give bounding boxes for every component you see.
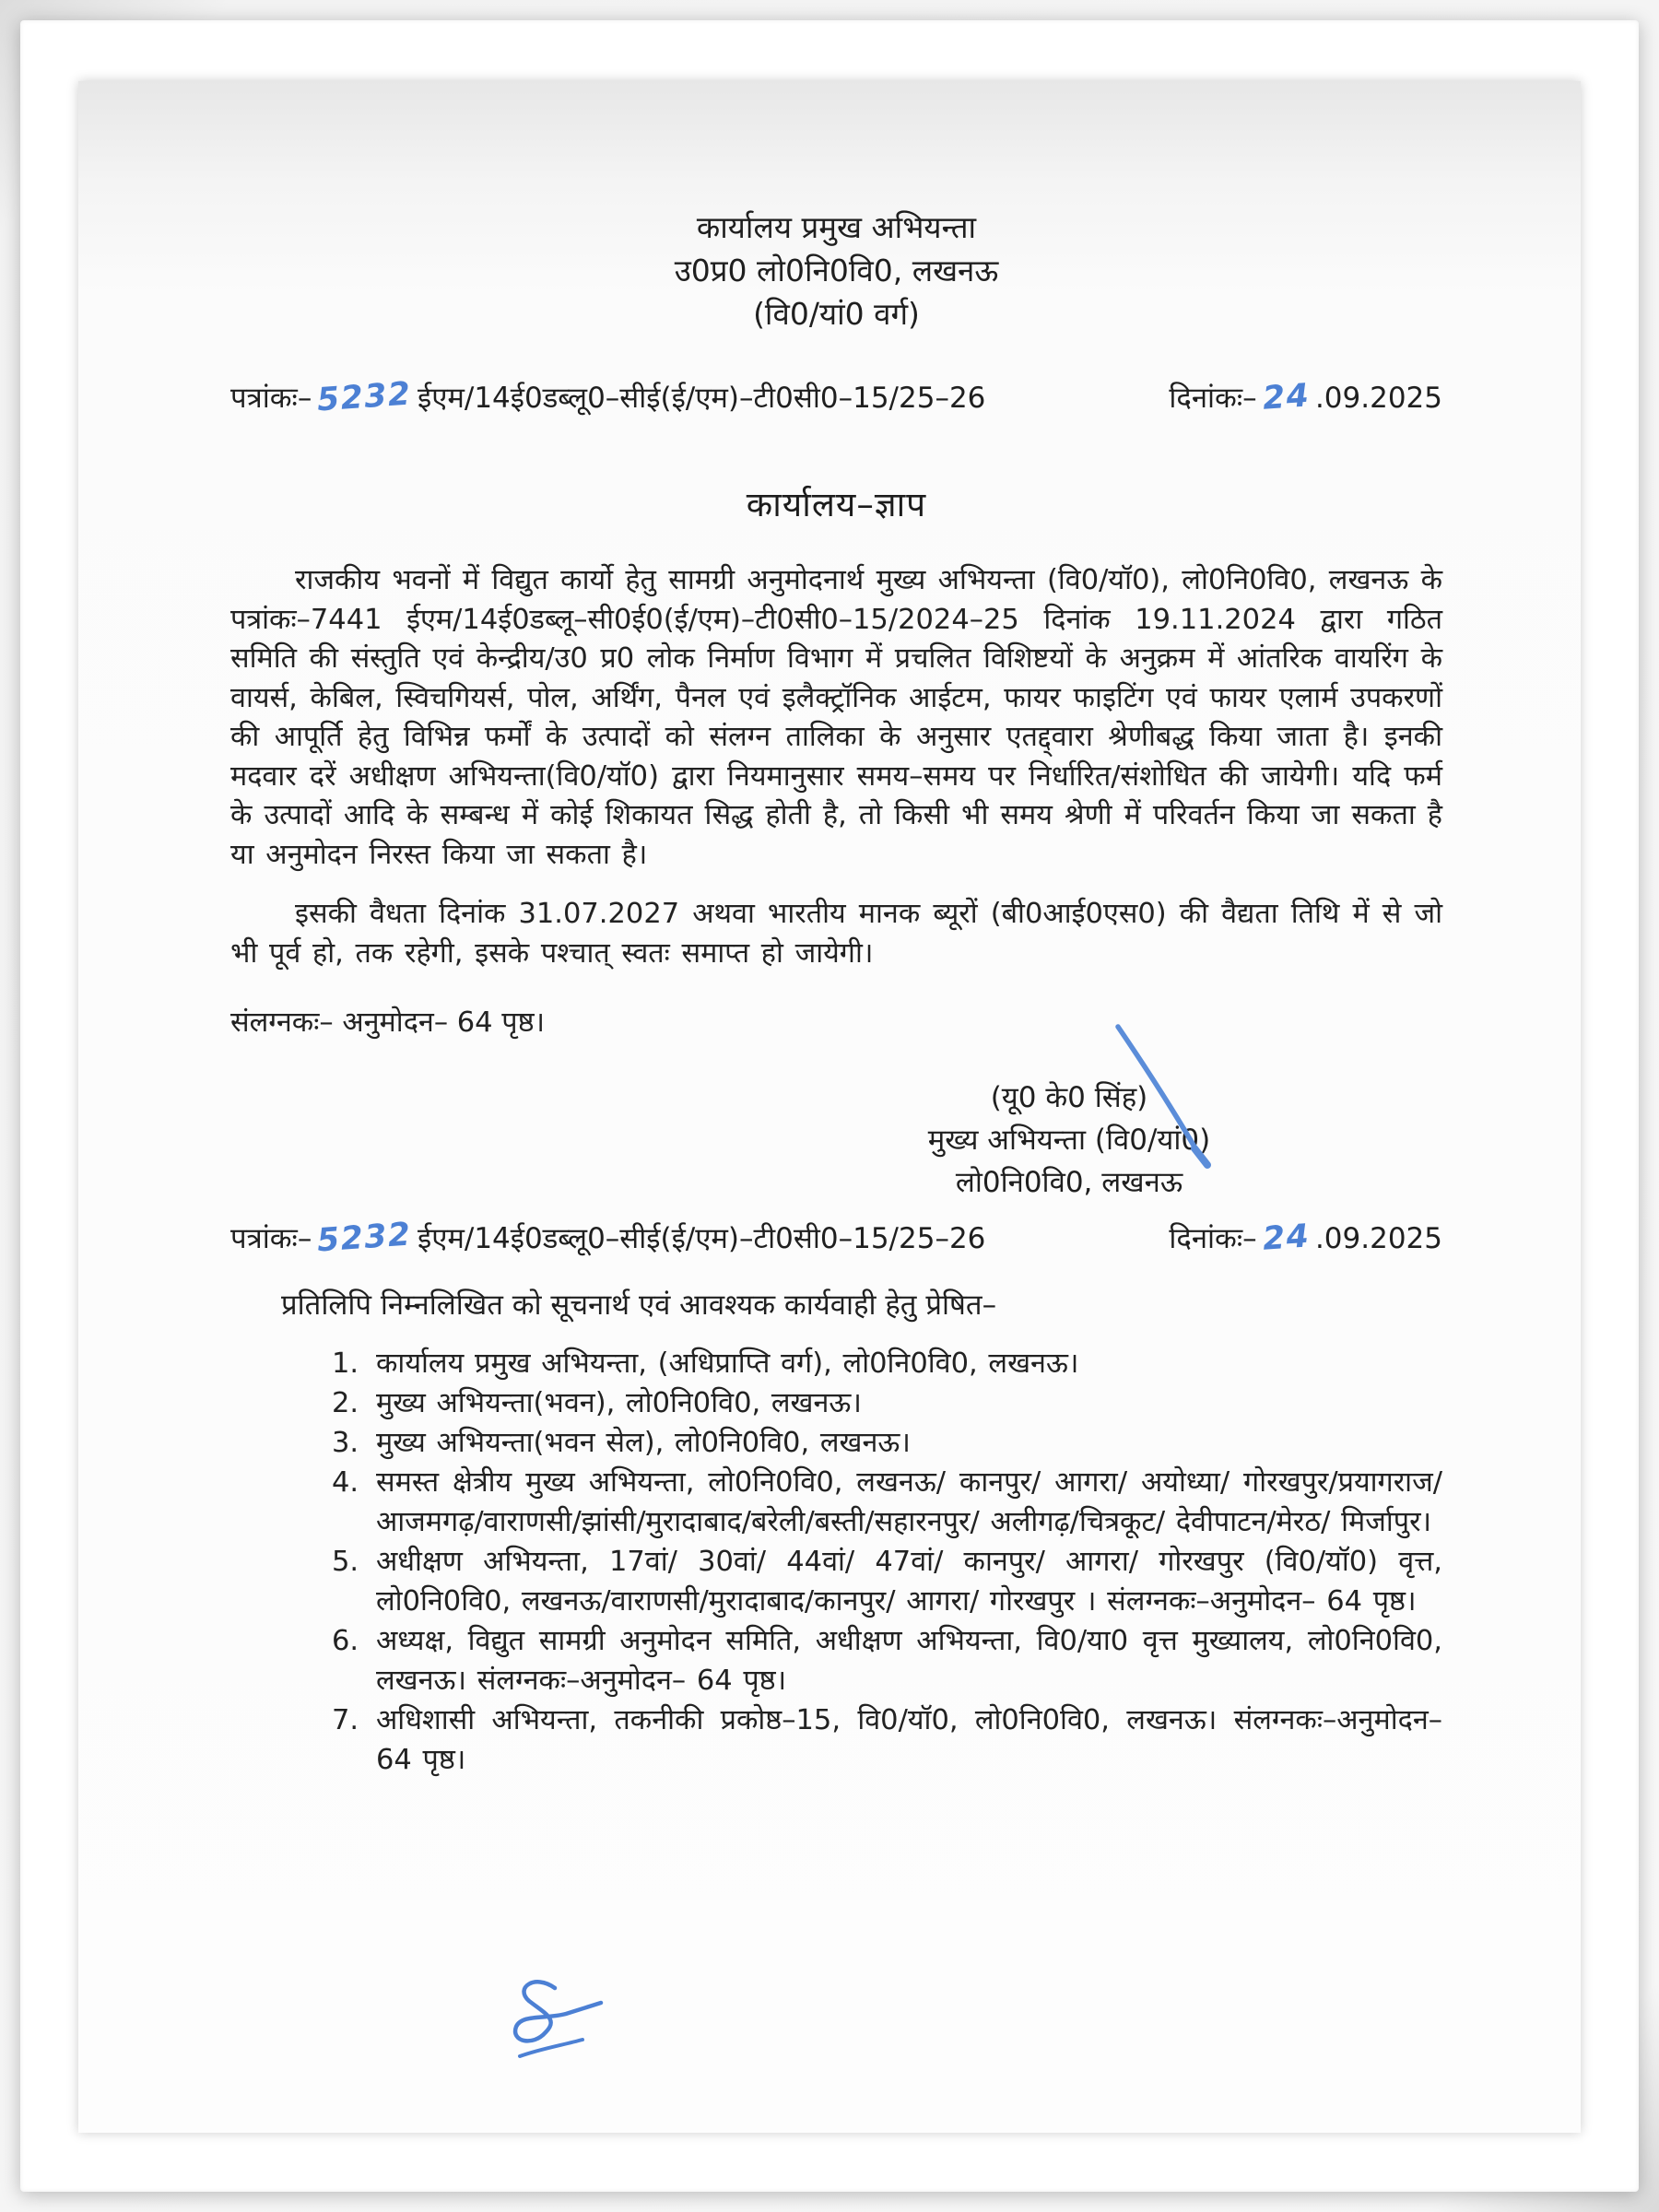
list-item-text: अधिशासी अभियन्ता, तकनीकी प्रकोष्ठ–15, वि0/यॉ0, लो0नि0वि0, लखनऊ। संलग्नकः–अनुमोदन– 64 पृष्ठ। [376,1704,1442,1776]
list-item-text: अध्यक्ष, विद्युत सामग्री अनुमोदन समिति, अधीक्षण अभियन्ता, वि0/या0 वृत्त मुख्यालय, लो0नि0वि0, लखनऊ। संलग्नकः–अनुमोदन– 64 पृष्ठ। [376,1625,1442,1697]
letter-date-rest: .09.2025 [1314,382,1442,415]
letter-number-handwritten: 5232 [316,375,414,419]
copy-distribution-heading: प्रतिलिपि निम्नलिखित को सूचनार्थ एवं आवश्यक कार्यवाही हेतु प्रेषित– [281,1288,997,1322]
list-item-text: मुख्य अभियन्ता(भवन सेल), लो0नि0वि0, लखनऊ। [376,1427,911,1459]
letter-number-2-label: पत्रांकः– [230,1222,312,1255]
list-item-number: 2. [332,1387,359,1419]
letter-date-label: दिनांकः– [1169,382,1257,415]
memo-paragraph-2: इसकी वैधता दिनांक 31.07.2027 अथवा भारतीय मानक ब्यूरों (बी0आई0एस0) की वैद्यता तिथि में से जो भी पूर्व हो, तक रहेगी, इसके पश्चात् स्वतः समाप्त हो जायेगी। [230,898,1442,970]
letter-date-2-label: दिनांकः– [1169,1222,1257,1255]
ink-initial-mark [498,1975,618,2081]
list-item [332,1423,1442,1463]
letterhead-office: कार्यालय प्रमुख अभियन्ता [696,209,977,245]
letter-number-2 [230,1216,986,1260]
memo-title: कार्यालय–ज्ञाप [746,485,927,524]
letterhead-wing: (वि0/यां0 वर्ग) [753,296,920,332]
list-item-number: 7. [332,1704,359,1736]
letter-date-2 [1169,1218,1442,1257]
list-item [332,1700,1442,1780]
reference-line-bottom [230,1216,1442,1260]
list-item-text: मुख्य अभियन्ता(भवन), लो0नि0वि0, लखनऊ। [376,1387,862,1419]
list-item [332,1542,1442,1621]
list-item-number: 5. [332,1546,359,1578]
letter-date-handwritten: 24 [1261,377,1312,418]
list-item [332,1344,1442,1383]
copy-distribution-list [332,1344,1442,1780]
letter-date-2-rest: .09.2025 [1314,1222,1442,1255]
list-item-number: 3. [332,1427,359,1459]
letter-number-rest: ईएम/14ई0डब्लू0–सीई(ई/एम)–टी0सी0–15/25–26 [417,382,986,415]
list-item [332,1383,1442,1423]
letter-number [230,375,986,419]
reference-line-top [230,375,1442,419]
enclosure-note: संलग्नकः– अनुमोदन– 64 पृष्ठ। [230,1006,546,1039]
letterhead [230,206,1442,335]
letter-date-2-handwritten: 24 [1261,1218,1312,1258]
photo-frame [20,20,1639,2192]
signatory-office: लो0नि0वि0, लखनऊ [955,1166,1183,1199]
signatory-designation: मुख्य अभियन्ता (वि0/यां0) [927,1124,1211,1157]
list-item [332,1621,1442,1700]
list-item-text: समस्त क्षेत्रीय मुख्य अभियन्ता, लो0नि0वि0, लखनऊ/ कानपुर/ आगरा/ अयोध्या/ गोरखपुर/प्रयागराज/आजमगढ़/वाराणसी/झांसी/मुरादाबाद/बरेली/बस्ती/सहारनपुर/ अलीगढ़/चित्रकूट/ देवीपाटन/मेरठ/ मिर्जापुर। [376,1466,1442,1538]
letter-number-2-rest: ईएम/14ई0डब्लू0–सीई(ई/एम)–टी0सी0–15/25–26 [417,1222,986,1255]
list-item-number: 4. [332,1466,359,1499]
letter-number-2-handwritten: 5232 [316,1216,414,1260]
signature-area [230,1077,1442,1204]
signatory-name: (यू0 के0 सिंह) [990,1081,1148,1114]
list-item-number: 6. [332,1625,359,1657]
list-item-text: कार्यालय प्रमुख अभियन्ता, (अधिप्राप्ति वर्ग), लो0नि0वि0, लखनऊ। [376,1347,1079,1380]
letter-date [1169,378,1442,417]
document-page [78,81,1581,2133]
list-item-number: 1. [332,1347,359,1380]
letter-number-label: पत्रांकः– [230,382,312,415]
signatory-block [903,1077,1235,1204]
memo-paragraph-1: राजकीय भवनों में विद्युत कार्यो हेतु सामग्री अनुमोदनार्थ मुख्य अभियन्ता (वि0/यॉ0), लो0नि0वि0, लखनऊ के पत्रांकः–7441 ईएम/14ई0डब्लू–सी0ई0(ई/एम)–टी0सी0–15/2024–25 दिनांक 19.11.2024 द्वारा गठित समिति की संस्तुति एवं केन्द्रीय/उ0 प्र0 लोक निर्माण विभाग में प्रचलित विशिष्टयों के अनुक्रम में आंतरिक वायरिंग के वायर्स, केबिल, स्विचगियर्स, पोल, अर्थिंग, पैनल एवं इलैक्ट्रॉनिक आईटम, फायर फाइटिंग एवं फायर एलार्म उपकरणों की आपूर्ति हेतु विभिन्न फर्मों के उत्पादों को संलग्न तालिका के अनुसार एतद्द्वारा श्रेणीबद्ध किया जाता है। इनकी मदवार दरें अधीक्षण अभियन्ता(वि0/यॉ0) द्वारा नियमानुसार समय–समय पर निर्धारित/संशोधित की जायेगी। यदि फर्म के उत्पादों आदि के सम्बन्ध में कोई शिकायत सिद्ध होती है, तो किसी भी समय श्रेणी में परिवर्तन किया जा सकता है या अनुमोदन निरस्त किया जा सकता है। [230,564,1442,871]
list-item [332,1463,1442,1542]
list-item-text: अधीक्षण अभियन्ता, 17वां/ 30वां/ 44वां/ 47वां/ कानपुर/ आगरा/ गोरखपुर (वि0/यॉ0) वृत्त, लो0नि0वि0, लखनऊ/वाराणसी/मुरादाबाद/कानपुर/ आगरा/ गोरखपुर । संलग्नकः–अनुमोदन– 64 पृष्ठ। [376,1546,1442,1618]
letterhead-department: उ0प्र0 लो0नि0वि0, लखनऊ [674,253,999,288]
